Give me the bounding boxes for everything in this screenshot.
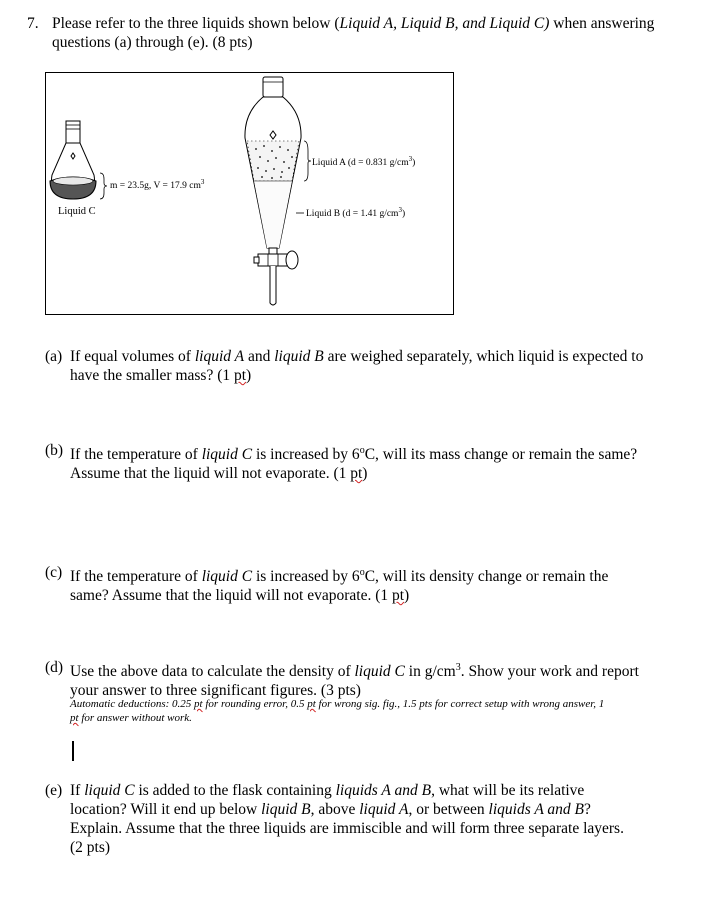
part-e-text: If liquid C is added to the flask containing liquids A and B, what will be its relative location? Will it end up below liquid B, above liquid A, or between liquids A and B? Explain. Assume that the three liquids are immiscible and will form three separate layers. (2 pts) (70, 782, 624, 856)
figure-drawing (46, 73, 455, 316)
part-e-label: (e) (45, 782, 63, 799)
part-d-label: (d) (45, 659, 64, 676)
stem-text: Please refer to the three liquids shown below ( (52, 15, 340, 32)
flask (50, 121, 96, 199)
question-stem (52, 14, 692, 52)
question-number: 7. (27, 15, 39, 32)
liquid-a-label: Liquid A (d = 0.831 $g/cm^3$) (312, 155, 416, 169)
part-b-label: (b) (45, 442, 64, 459)
part-a-text: If equal volumes of liquid A and liquid B are weighed separately, which liquid is expected to have the smaller mass? (1 pt) (70, 348, 644, 384)
separatory-funnel (245, 77, 311, 305)
part-c-label: (c) (45, 564, 63, 581)
liquid-b-label: Liquid B (d = 1.41 $g/cm^3$) (306, 206, 406, 220)
part-b-text: If the temperature of liquid C is increased by 6$^o$C, will its mass change or remain the same? Assume that the liquid will not evaporate. (1 pt) (70, 445, 638, 483)
part-d-text: Use the above data to calculate the density of liquid C in $g/cm^3$. Show your work and report your answer to three significant figures. (3 pts) (70, 662, 639, 700)
flask-label: Liquid C (58, 206, 96, 217)
text-cursor[interactable] (72, 741, 74, 761)
part-d-deductions: Automatic deductions: 0.25 pt for rounding error, 0.5 pt for wrong sig. fig., 1.5 pts for correct setup with wrong answer, 1 pt for answer without work. (70, 698, 605, 724)
liquids-figure (45, 72, 454, 315)
flask-mass-volume: m = 23.5g, V = 17.9 $cm^3$ (110, 178, 205, 192)
stem-liquids: Liquid A, Liquid B, and Liquid C) (339, 15, 550, 32)
part-a-label: (a) (45, 348, 63, 365)
part-c-text: If the temperature of liquid C is increased by 6$^o$C, will its density change or remain the same? Assume that the liquid will not evaporate. (1 pt) (70, 567, 609, 605)
stem-text-end: when answering questions (a) through (e). (8 pts) (52, 15, 655, 51)
